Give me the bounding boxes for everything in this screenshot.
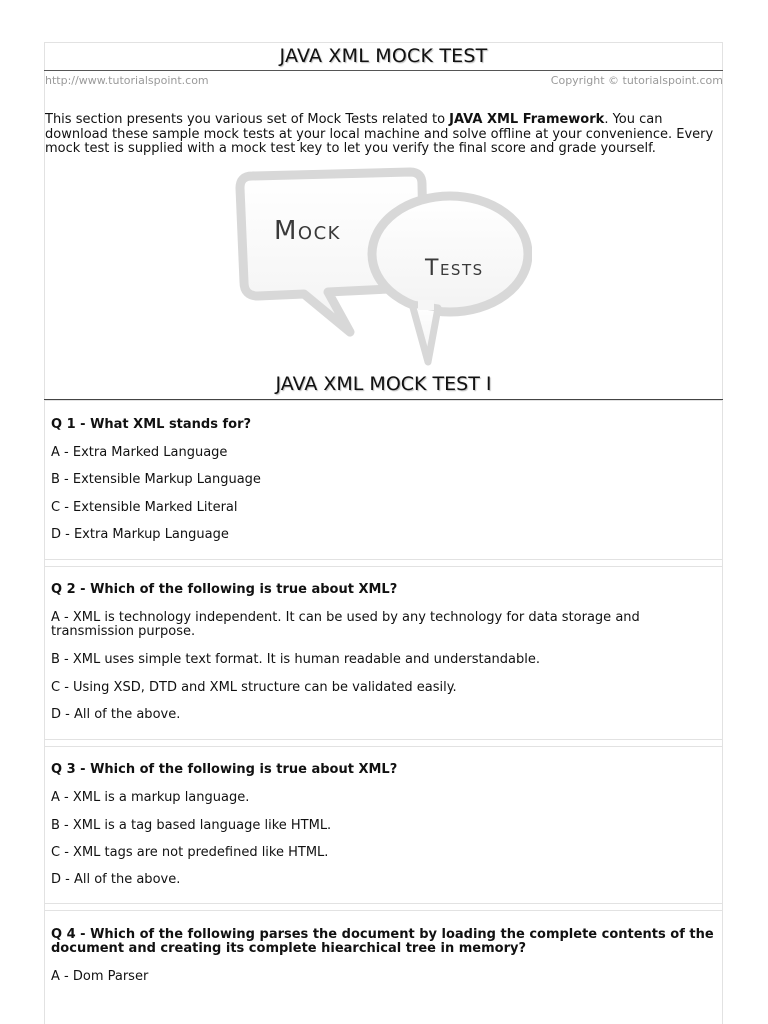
page-title: JAVA XML MOCK TEST (279, 45, 488, 67)
answer-option: C - Using XSD, DTD and XML structure can be validated easily. (51, 680, 457, 695)
answer-option: A - XML is a markup language. (51, 790, 250, 805)
answer-option: B - XML uses simple text format. It is human readable and understandable. (51, 652, 541, 667)
logo-word-tests: Tests (425, 256, 484, 281)
intro-paragraph (45, 113, 725, 157)
question-text: Q 3 - Which of the following is true about XML? (51, 762, 398, 777)
answer-option: D - All of the above. (51, 707, 181, 722)
mock-tests-logo (232, 166, 532, 372)
answer-option: D - Extra Markup Language (51, 527, 229, 542)
question-text: Q 1 - What XML stands for? (51, 417, 252, 432)
answer-option: B - Extensible Markup Language (51, 472, 261, 487)
answer-option: C - Extensible Marked Literal (51, 500, 238, 515)
title-divider (44, 70, 723, 71)
intro-text-end: . You can download these sample mock tests at your local machine and solve offline at your convenience. Every mock test is supplied with a mock test key to let you verify the final score and grade yourself. (45, 112, 714, 156)
section-title: JAVA XML MOCK TEST I (275, 373, 492, 395)
logo-word-mock: Mock (274, 216, 341, 246)
site-url-link[interactable]: http://www.tutorialspoint.com (45, 74, 209, 87)
right-bubble-tail (412, 304, 438, 362)
question-text: Q 4 - Which of the following parses the document by loading the complete contents of the document and creating its complete hiearchical tree in memory? (51, 927, 714, 956)
answer-option: A - Extra Marked Language (51, 445, 228, 460)
intro-text-start: This section presents you various set of Mock Tests related to (45, 112, 450, 127)
intro-bold-framework: JAVA XML Framework (449, 112, 605, 127)
answer-option: D - All of the above. (51, 872, 181, 887)
answer-option: A - Dom Parser (51, 969, 149, 984)
question-text: Q 2 - Which of the following is true about XML? (51, 582, 398, 597)
copyright-notice: Copyright © tutorialspoint.com (550, 74, 723, 87)
answer-option: B - XML is a tag based language like HTML. (51, 818, 332, 833)
answer-option: C - XML tags are not predefined like HTML. (51, 845, 329, 860)
answer-option: A - XML is technology independent. It can be used by any technology for data storage and transmission purpose. (51, 610, 640, 639)
right-speech-bubble (372, 196, 528, 312)
